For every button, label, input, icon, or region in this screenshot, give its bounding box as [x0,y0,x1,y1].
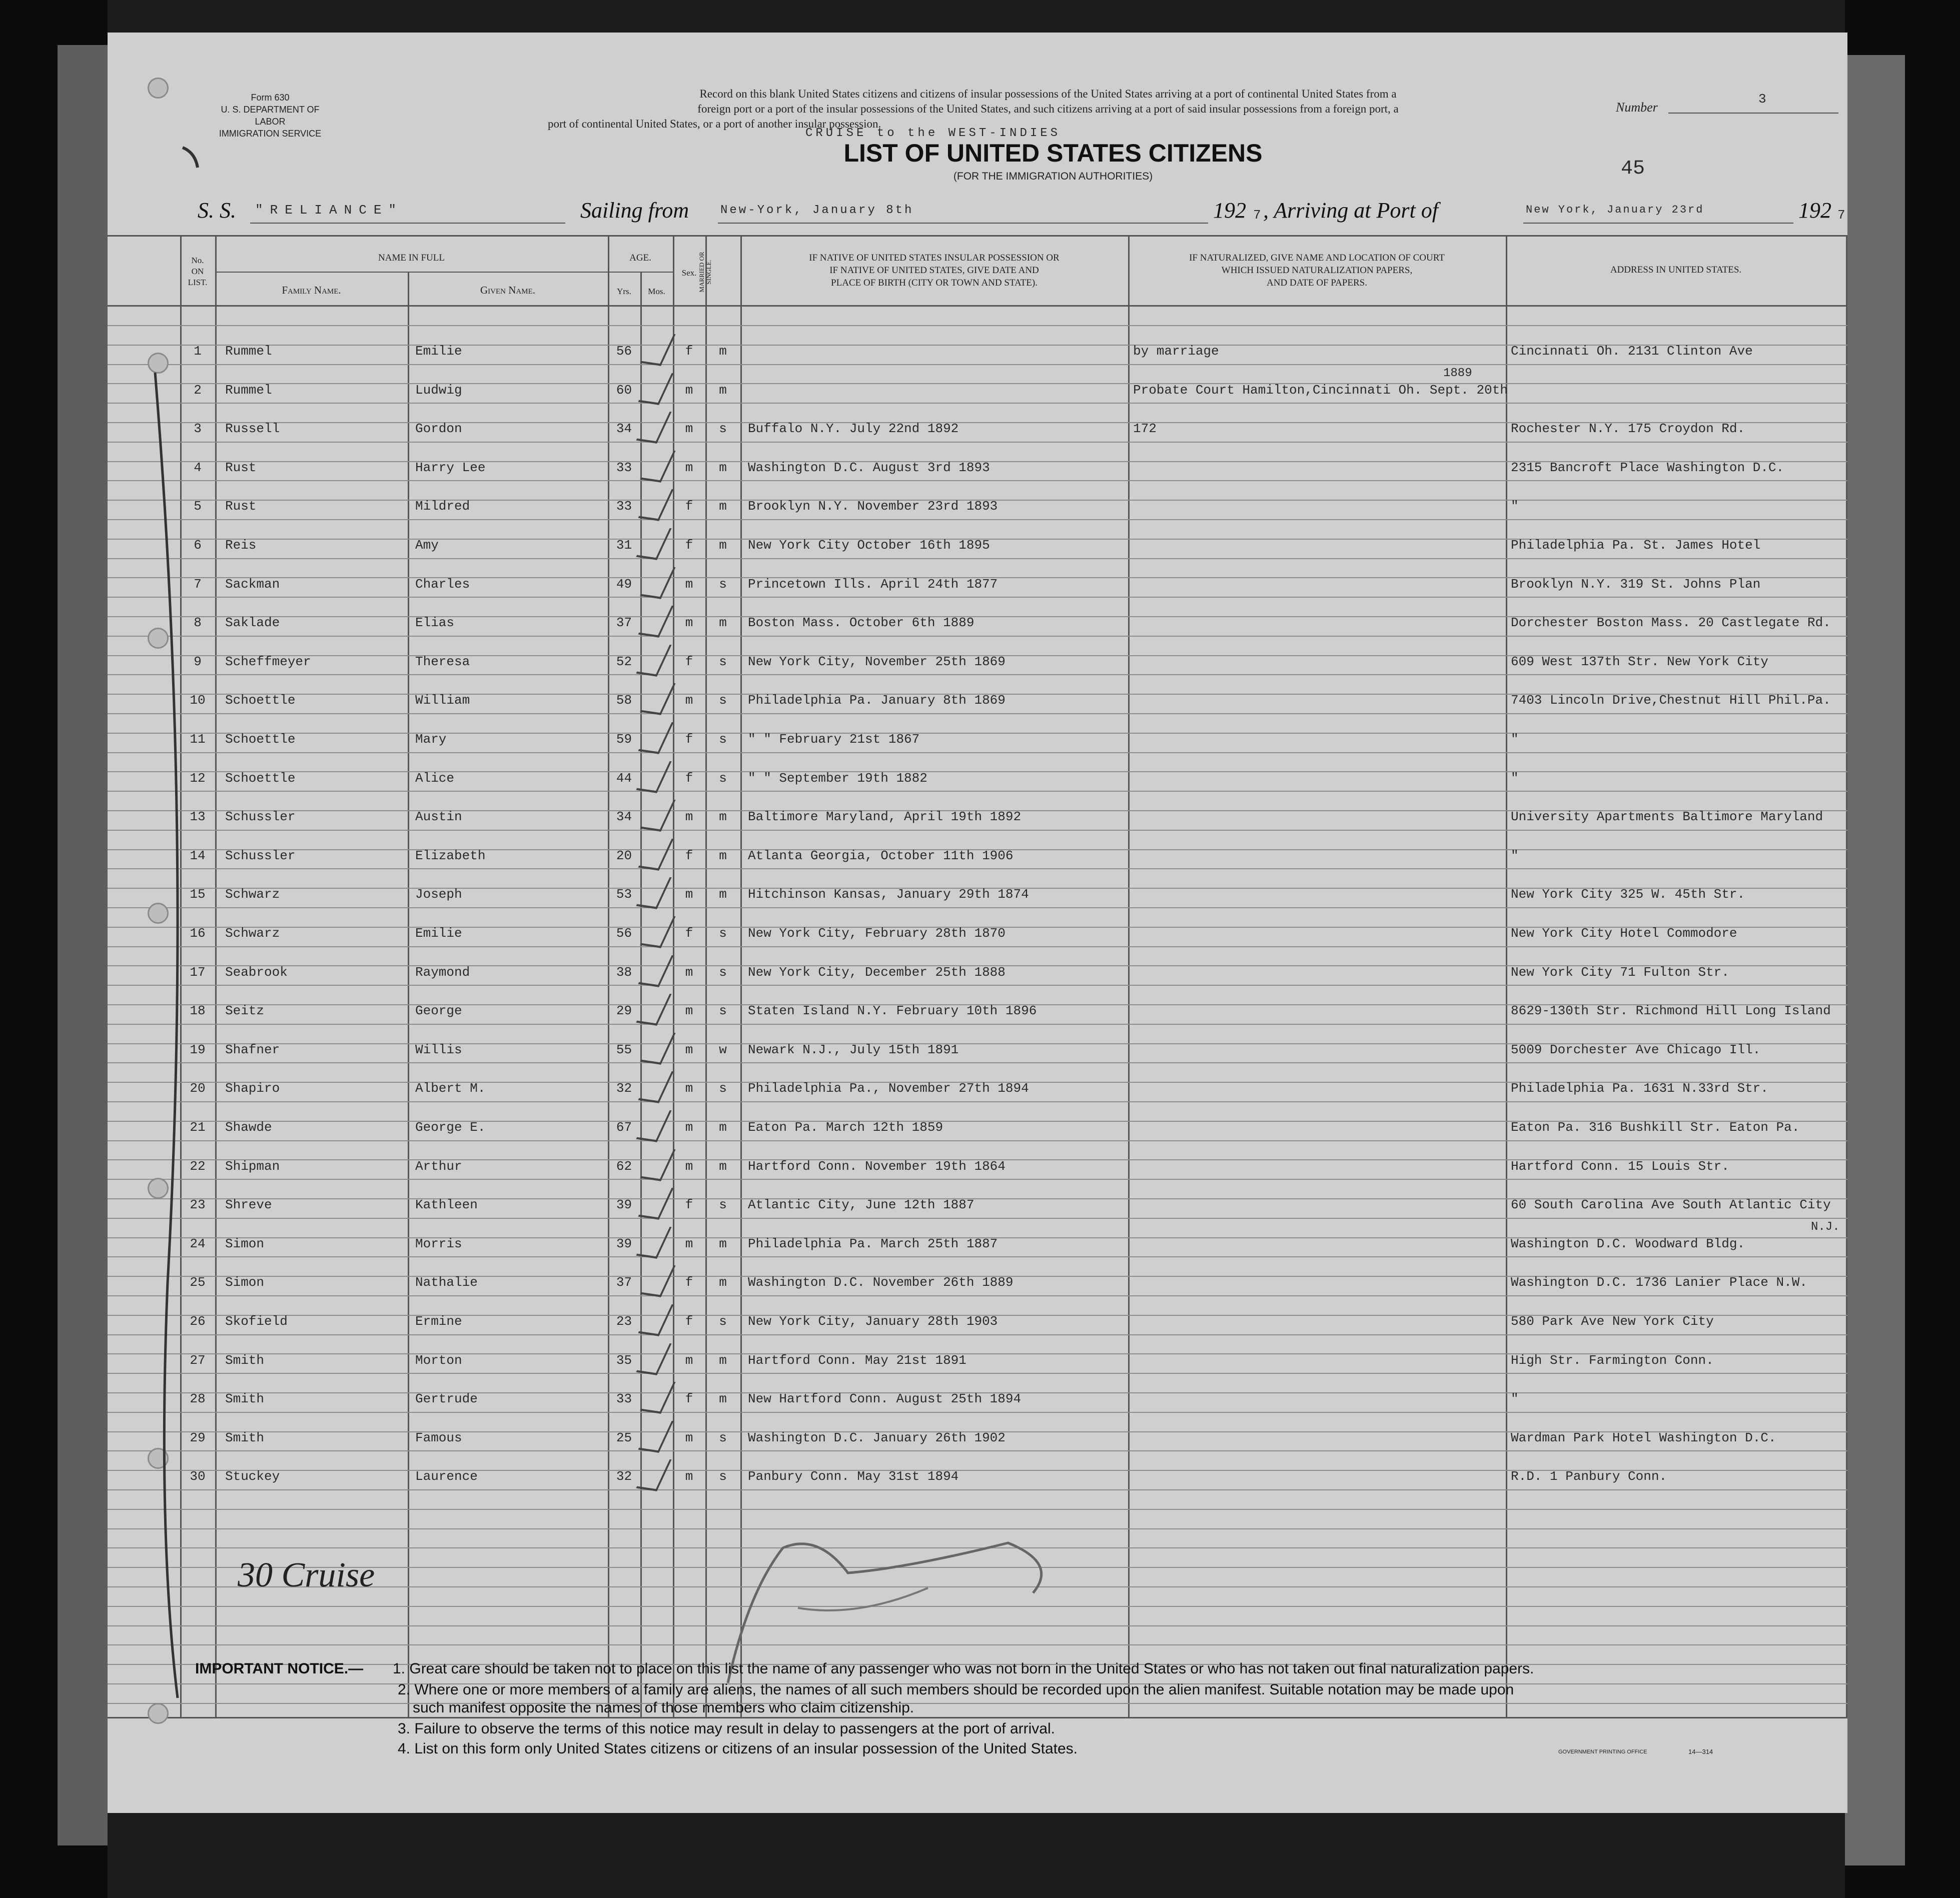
address: Brooklyn N.Y. 319 St. Johns Plan [1511,576,1761,592]
instructions-line-1: Record on this blank United States citizens and citizens of insular possessions of the United States arriving at a port of continental United States from a [699,88,1397,100]
address: Cincinnati Oh. 2131 Clinton Ave [1511,344,1753,359]
address: 609 West 137th Str. New York City [1511,654,1768,669]
age-years: 38 [616,964,632,980]
address: Dorchester Boston Mass. 20 Castlegate Rd. [1511,615,1831,631]
marital-status: s [719,1003,727,1019]
ss-label: S. S. [198,198,236,223]
family-name: Smith [225,1391,265,1407]
marital-status: w [719,1042,727,1057]
sex: m [685,887,693,902]
address: New York City 325 W. 45th Str. [1511,887,1745,902]
birth-place-date: Boston Mass. October 6th 1889 [748,615,974,631]
sex: f [685,1314,693,1329]
family-name: Simon [225,1236,265,1251]
birth-place-date: New York City, February 28th 1870 [748,926,1006,941]
marital-status: m [719,1391,727,1407]
notice-item-2a: 2. Where one or more members of a family are aliens, the names of all such members should be recorded upon the alien manifest. Suitable notation may be made upon [398,1681,1514,1698]
sex: f [685,654,693,669]
row-number: 28 [190,1391,206,1407]
age-years: 56 [616,926,632,941]
marital-status: s [719,654,727,669]
age-years: 37 [616,1275,632,1290]
header-no: No. ON LIST. [188,256,208,287]
sailing-from-value: New-York, January 8th [720,204,914,217]
naturalization: Probate Court Hamilton,Cincinnati Oh. Sept. 20th [1133,382,1508,398]
marital-status: s [719,964,727,980]
row-number: 21 [190,1120,206,1135]
family-name: Shreve [225,1197,272,1213]
sex: f [685,1275,693,1290]
sex: m [685,1158,693,1174]
notice-item-4: 4. List on this form only United States citizens or citizens of an insular possession of the United States. [398,1740,1078,1757]
marital-status: m [719,848,727,863]
cruise-note: CRUISE to the WEST-INDIES [805,127,1061,140]
year-value-2: 7 [1837,208,1845,223]
printer-code: 14—314 [1688,1748,1713,1755]
address: New York City 71 Fulton Str. [1511,964,1729,980]
row-number: 10 [190,693,206,708]
age-years: 34 [616,421,632,437]
birth-place-date: New York City, November 25th 1869 [748,654,1006,669]
address: " [1511,770,1519,786]
address: High Str. Farmington Conn. [1511,1352,1714,1368]
marital-status: m [719,615,727,631]
sailing-from-label: Sailing from [580,198,689,223]
address: " [1511,1391,1519,1407]
header-given-name: Given Name. [480,284,535,296]
sex: m [685,1236,693,1251]
given-name: Elizabeth [415,848,486,863]
row-number: 18 [190,1003,206,1019]
service-name: IMMIGRATION SERVICE [219,129,322,139]
marital-status: m [719,538,727,553]
marital-status: s [719,1314,727,1329]
given-name: Willis [415,1042,462,1057]
notice-item-2b: such manifest opposite the names of those members who claim citizenship. [413,1699,914,1716]
address: R.D. 1 Panbury Conn. [1511,1469,1667,1484]
sex: m [685,615,693,631]
sex: m [685,693,693,708]
age-years: 56 [616,344,632,359]
binder-right-edge [1845,55,1905,1865]
marital-status: s [719,1430,727,1445]
birth-place-date: Hartford Conn. November 19th 1864 [748,1158,1006,1174]
address: 7403 Lincoln Drive,Chestnut Hill Phil.Pa. [1511,693,1831,708]
given-name: Ludwig [415,382,462,398]
age-years: 60 [616,382,632,398]
row-number: 26 [190,1314,206,1329]
marital-status: s [719,693,727,708]
sex: m [685,1469,693,1484]
marital-status: m [719,809,727,825]
sex: m [685,382,693,398]
given-name: Elias [415,615,455,631]
sex: f [685,732,693,747]
department-name: U. S. DEPARTMENT OF LABOR [221,105,320,127]
given-name: Harry Lee [415,460,486,475]
number-label: Number [1616,100,1658,115]
marital-status: s [719,1197,727,1213]
family-name: Shapiro [225,1081,280,1096]
birth-place-date: Newark N.J., July 15th 1891 [748,1042,959,1057]
header-mos: Mos. [648,287,665,296]
age-years: 35 [616,1352,632,1368]
year-value-1: 7 [1253,208,1261,223]
birth-place-date: Philadelphia Pa. January 8th 1869 [748,693,1006,708]
naturalization: 172 [1133,421,1157,437]
binder-left [0,0,108,1898]
age-years: 52 [616,654,632,669]
row-number: 25 [190,1275,206,1290]
given-name: Laurence [415,1469,478,1484]
marital-status: s [719,1469,727,1484]
sex: m [685,460,693,475]
age-years: 44 [616,770,632,786]
marital-status: s [719,576,727,592]
row-number: 2 [194,382,202,398]
age-years: 33 [616,499,632,514]
row-number: 11 [190,732,206,747]
row-number: 23 [190,1197,206,1213]
marital-status: m [719,1236,727,1251]
age-years: 37 [616,615,632,631]
birth-place-date: Washington D.C. January 26th 1902 [748,1430,1006,1445]
page-subtitle: (FOR THE IMMIGRATION AUTHORITIES) [953,171,1153,182]
sex: m [685,1120,693,1135]
arriving-value: New York, January 23rd [1526,204,1704,216]
given-name: Gordon [415,421,462,437]
age-years: 59 [616,732,632,747]
birth-place-date: New York City, January 28th 1903 [748,1314,998,1329]
address: 8629-130th Str. Richmond Hill Long Island [1511,1003,1831,1019]
birth-place-date: " " February 21st 1867 [748,732,920,747]
instructions-line-3: port of continental United States, or a port of another insular possession. [548,118,881,130]
row-number: 29 [190,1430,206,1445]
marital-status: m [719,1275,727,1290]
family-name: Shawde [225,1120,272,1135]
birth-place-date: Philadelphia Pa., November 27th 1894 [748,1081,1029,1096]
address: Philadelphia Pa. St. James Hotel [1511,538,1761,553]
given-name: Albert M. [415,1081,486,1096]
row-number: 20 [190,1081,206,1096]
manifest-sheet [108,33,1847,1813]
age-years: 33 [616,460,632,475]
given-name: Morton [415,1352,462,1368]
family-name: Rust [225,460,257,475]
family-name: Schoettle [225,732,296,747]
birth-place-date: Staten Island N.Y. February 10th 1896 [748,1003,1037,1019]
family-name: Smith [225,1352,265,1368]
birth-place-date: Atlanta Georgia, October 11th 1906 [748,848,1014,863]
given-name: Charles [415,576,470,592]
row-number: 1 [194,344,202,359]
birth-place-date: Baltimore Maryland, April 19th 1892 [748,809,1022,825]
handwritten-annotations [108,33,1847,1813]
age-years: 58 [616,693,632,708]
address: Rochester N.Y. 175 Croydon Rd. [1511,421,1745,437]
marital-status: m [719,460,727,475]
family-name: Skofield [225,1314,288,1329]
birth-place-date: " " September 19th 1882 [748,770,927,786]
sex: m [685,1430,693,1445]
bracket-line [155,373,178,1698]
age-years: 33 [616,1391,632,1407]
row-number: 4 [194,460,202,475]
handwritten-cruise-note: 30 Cruise [238,1556,375,1594]
birth-place-date: Brooklyn N.Y. November 23rd 1893 [748,499,998,514]
row-number: 14 [190,848,206,863]
header-yrs: Yrs. [617,287,631,296]
address: Eaton Pa. 316 Bushkill Str. Eaton Pa. [1511,1120,1800,1135]
birth-place-date: New York City, December 25th 1888 [748,964,1006,980]
header-married: MARRIED OR SINGLE. [698,252,712,293]
birth-place-date: Eaton Pa. March 12th 1859 [748,1120,943,1135]
sex: m [685,1003,693,1019]
given-name: Kathleen [415,1197,478,1213]
age-years: 31 [616,538,632,553]
family-name: Schussler [225,848,296,863]
row-number: 15 [190,887,206,902]
binder-right [1845,0,1960,1898]
age-years: 32 [616,1469,632,1484]
family-name: Schoettle [225,693,296,708]
header-address: ADDRESS IN UNITED STATES. [1610,265,1742,275]
marital-status: m [719,499,727,514]
header-sex: Sex. [681,268,697,278]
address: Wardman Park Hotel Washington D.C. [1511,1430,1776,1445]
given-name: Emilie [415,344,462,359]
header-birth: IF NATIVE OF UNITED STATES INSULAR POSSESSION OR IF NATIVE OF UNITED STATES, GIVE DATE AND PLACE OF BIRTH (CITY OR TOWN AND STATE). [809,253,1060,288]
birth-place-date: Hartford Conn. May 21st 1891 [748,1352,966,1368]
address: 5009 Dorchester Ave Chicago Ill. [1511,1042,1761,1057]
marital-status: m [719,382,727,398]
form-number: Form 630 [251,93,290,103]
row-number: 5 [194,499,202,514]
given-name: Mildred [415,499,470,514]
check-mark-top [183,148,198,168]
notice-item-1: 1. Great care should be taken not to place on this list the name of any passenger who was not born in the United States or who has not taken out final naturalization papers. [393,1660,1534,1677]
year-label-2: 192 [1798,198,1831,223]
given-name: George [415,1003,462,1019]
sex: f [685,770,693,786]
row-number: 16 [190,926,206,941]
notice-item-3: 3. Failure to observe the terms of this notice may result in delay to passengers at the port of arrival. [398,1720,1055,1737]
sex: f [685,344,693,359]
family-name: Seabrook [225,964,288,980]
age-years: 55 [616,1042,632,1057]
marital-status: m [719,1352,727,1368]
given-name: Famous [415,1430,462,1445]
family-name: Shafner [225,1042,280,1057]
sex: m [685,421,693,437]
birth-place-date: Princetown Ills. April 24th 1877 [748,576,998,592]
row-number: 17 [190,964,206,980]
age-years: 62 [616,1158,632,1174]
address: Washington D.C. 1736 Lanier Place N.W. [1511,1275,1807,1290]
family-name: Seitz [225,1003,265,1019]
family-name: Rust [225,499,257,514]
address-continuation: N.J. [1811,1220,1840,1234]
address: " [1511,732,1519,747]
given-name: Gertrude [415,1391,478,1407]
given-name: Joseph [415,887,462,902]
birth-place-date: Washington D.C. August 3rd 1893 [748,460,990,475]
given-name: Nathalie [415,1275,478,1290]
family-name: Scheffmeyer [225,654,311,669]
age-years: 20 [616,848,632,863]
family-name: Simon [225,1275,265,1290]
marital-status: m [719,887,727,902]
given-name: Austin [415,809,462,825]
marital-status: m [719,1120,727,1135]
sex: f [685,538,693,553]
family-name: Smith [225,1430,265,1445]
address: Hartford Conn. 15 Louis Str. [1511,1158,1729,1174]
sex: f [685,1197,693,1213]
notice-title: IMPORTANT NOTICE.— [195,1660,364,1677]
family-name: Rummel [225,344,272,359]
header-name-in-full: NAME IN FULL [378,253,445,263]
naturalization: by marriage [1133,344,1219,359]
age-years: 25 [616,1430,632,1445]
marital-status: s [719,770,727,786]
naturalization-year: 1889 [1443,367,1472,380]
row-number: 12 [190,770,206,786]
family-name: Stuckey [225,1469,280,1484]
arriving-label: , Arriving at Port of [1263,198,1438,223]
address: University Apartments Baltimore Maryland [1511,809,1823,825]
family-name: Rummel [225,382,272,398]
given-name: Arthur [415,1158,462,1174]
given-name: Ermine [415,1314,462,1329]
birth-place-date: Philadelphia Pa. March 25th 1887 [748,1236,998,1251]
marital-status: s [719,926,727,941]
binder-left-edge [58,45,108,1845]
header-family-name: Family Name. [282,284,341,296]
age-years: 39 [616,1236,632,1251]
birth-place-date: Atlantic City, June 12th 1887 [748,1197,974,1213]
row-number: 19 [190,1042,206,1057]
address: Washington D.C. Woodward Bldg. [1511,1236,1745,1251]
row-number: 9 [194,654,202,669]
family-name: Sackman [225,576,280,592]
age-years: 29 [616,1003,632,1019]
family-name: Schwarz [225,926,280,941]
given-name: Amy [415,538,439,553]
sex: m [685,964,693,980]
birth-place-date: Buffalo N.Y. July 22nd 1892 [748,421,959,437]
age-years: 23 [616,1314,632,1329]
birth-place-date: Washington D.C. November 26th 1889 [748,1275,1014,1290]
birth-place-date: Panbury Conn. May 31st 1894 [748,1469,959,1484]
signature-underline [798,1588,928,1610]
birth-place-date: New York City October 16th 1895 [748,538,990,553]
year-label-1: 192 [1213,198,1246,223]
age-years: 67 [616,1120,632,1135]
header-age: AGE. [629,253,651,263]
family-name: Shipman [225,1158,280,1174]
marital-status: s [719,421,727,437]
age-years: 53 [616,887,632,902]
row-number: 22 [190,1158,206,1174]
sex: m [685,1081,693,1096]
given-name: Emilie [415,926,462,941]
given-name: Alice [415,770,455,786]
sex: f [685,848,693,863]
age-years: 39 [616,1197,632,1213]
family-name: Russell [225,421,280,437]
age-years: 34 [616,809,632,825]
birth-place-date: New Hartford Conn. August 25th 1894 [748,1391,1022,1407]
address: " [1511,499,1519,514]
address: Philadelphia Pa. 1631 N.33rd Str. [1511,1081,1768,1096]
printer-imprint: GOVERNMENT PRINTING OFFICE [1558,1749,1647,1755]
sex: f [685,499,693,514]
family-name: Schoettle [225,770,296,786]
sex: m [685,809,693,825]
family-name: Saklade [225,615,280,631]
sex: f [685,1391,693,1407]
marital-status: m [719,1158,727,1174]
address: New York City Hotel Commodore [1511,926,1737,941]
family-name: Schwarz [225,887,280,902]
header-naturalized: IF NATURALIZED, GIVE NAME AND LOCATION OF COURT WHICH ISSUED NATURALIZATION PAPERS, AND DATE OF PAPERS. [1189,253,1445,288]
page-number: 45 [1621,158,1645,180]
sex: m [685,1042,693,1057]
row-number: 7 [194,576,202,592]
row-number: 3 [194,421,202,437]
given-name: William [415,693,470,708]
row-number: 27 [190,1352,206,1368]
given-name: Raymond [415,964,470,980]
given-name: Mary [415,732,447,747]
family-name: Reis [225,538,257,553]
sex: m [685,1352,693,1368]
given-name: George E. [415,1120,486,1135]
age-years: 32 [616,1081,632,1096]
row-number: 13 [190,809,206,825]
sex: m [685,576,693,592]
birth-place-date: Hitchinson Kansas, January 29th 1874 [748,887,1029,902]
address: 2315 Bancroft Place Washington D.C. [1511,460,1784,475]
family-name: Schussler [225,809,296,825]
given-name: Theresa [415,654,470,669]
row-number: 30 [190,1469,206,1484]
address: 60 South Carolina Ave South Atlantic City [1511,1197,1831,1213]
age-years: 49 [616,576,632,592]
marital-status: s [719,1081,727,1096]
marital-status: m [719,344,727,359]
marital-status: s [719,732,727,747]
instructions-line-2: foreign port or a port of the insular possessions of the United States, and such citizens arriving at a port of said insular possessions from a foreign port, a [697,103,1399,115]
page-title: LIST OF UNITED STATES CITIZENS [843,139,1263,167]
number-value: 3 [1758,92,1766,107]
address: " [1511,848,1519,863]
address: 580 Park Ave New York City [1511,1314,1714,1329]
sex: f [685,926,693,941]
row-number: 6 [194,538,202,553]
row-number: 24 [190,1236,206,1251]
row-number: 8 [194,615,202,631]
given-name: Morris [415,1236,462,1251]
ship-name: "RELIANCE" [255,203,404,218]
